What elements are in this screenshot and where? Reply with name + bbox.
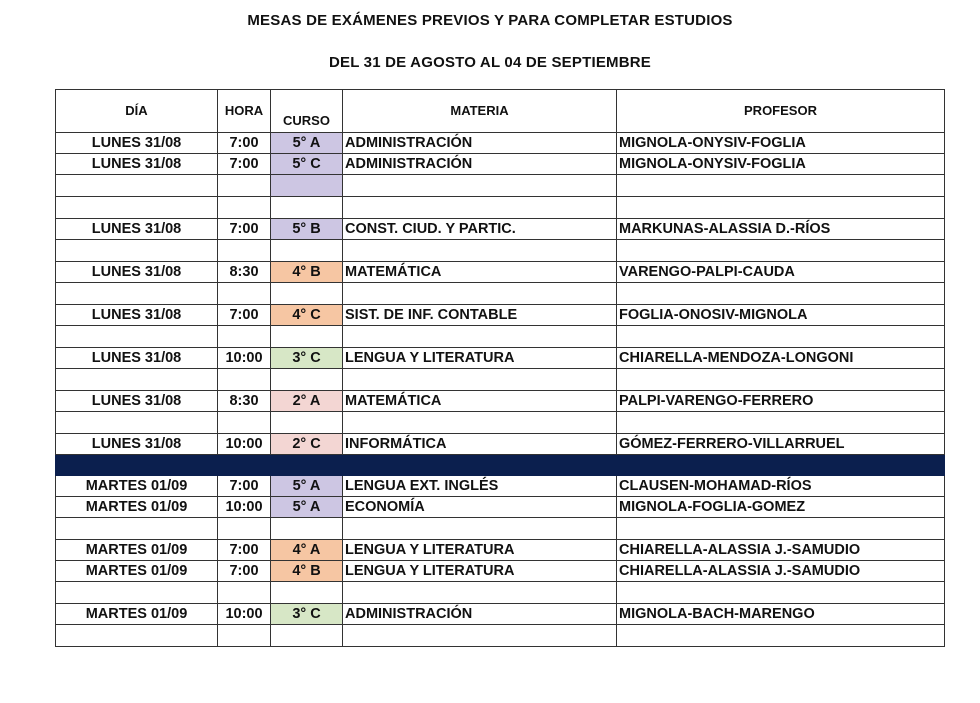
- table-row: [56, 561, 945, 582]
- cell-hora: 10:00: [218, 434, 271, 455]
- cell-materia: INFORMÁTICA: [343, 434, 617, 455]
- cell-profesor: VARENGO-PALPI-CAUDA: [617, 262, 945, 283]
- blank-row: [56, 412, 945, 434]
- cell-curso: 2° A: [271, 391, 343, 412]
- cell-curso: 3° C: [271, 348, 343, 369]
- table-row: [56, 476, 945, 497]
- header-dia: DÍA: [56, 90, 218, 133]
- cell-hora: 8:30: [218, 262, 271, 283]
- table-row: [56, 391, 945, 412]
- cell-dia: LUNES 31/08: [56, 391, 218, 412]
- cell-dia: MARTES 01/09: [56, 540, 218, 561]
- cell-curso: 2° C: [271, 434, 343, 455]
- cell-curso: 5° A: [271, 133, 343, 154]
- blank-row: [56, 369, 945, 391]
- blank-row: [56, 518, 945, 540]
- cell-dia: MARTES 01/09: [56, 561, 218, 582]
- cell-curso: 4° A: [271, 540, 343, 561]
- cell-curso: 4° C: [271, 305, 343, 326]
- cell-hora: 7:00: [218, 540, 271, 561]
- cell-profesor: MIGNOLA-BACH-MARENGO: [617, 604, 945, 625]
- cell-hora: 7:00: [218, 154, 271, 175]
- cell-hora: 8:30: [218, 391, 271, 412]
- cell-materia: ADMINISTRACIÓN: [343, 154, 617, 175]
- cell-materia: ECONOMÍA: [343, 497, 617, 518]
- cell-profesor: PALPI-VARENGO-FERRERO: [617, 391, 945, 412]
- cell-materia: ADMINISTRACIÓN: [343, 604, 617, 625]
- blank-row: [56, 175, 945, 197]
- cell-curso: 3° C: [271, 604, 343, 625]
- header-materia: MATERIA: [343, 90, 617, 133]
- cell-materia: LENGUA Y LITERATURA: [343, 540, 617, 561]
- cell-hora: 10:00: [218, 348, 271, 369]
- cell-materia: SIST. DE INF. CONTABLE: [343, 305, 617, 326]
- cell-dia: MARTES 01/09: [56, 497, 218, 518]
- cell-profesor: MIGNOLA-ONYSIV-FOGLIA: [617, 154, 945, 175]
- header-curso: CURSO: [271, 90, 343, 133]
- blank-row: [56, 283, 945, 305]
- cell-profesor: MIGNOLA-ONYSIV-FOGLIA: [617, 133, 945, 154]
- cell-profesor: CLAUSEN-MOHAMAD-RÍOS: [617, 476, 945, 497]
- cell-profesor: CHIARELLA-MENDOZA-LONGONI: [617, 348, 945, 369]
- table-row: [56, 604, 945, 625]
- cell-dia: MARTES 01/09: [56, 476, 218, 497]
- cell-materia: ADMINISTRACIÓN: [343, 133, 617, 154]
- cell-curso: 4° B: [271, 262, 343, 283]
- table-row: [56, 154, 945, 175]
- cell-profesor: GÓMEZ-FERRERO-VILLARRUEL: [617, 434, 945, 455]
- cell-profesor: MARKUNAS-ALASSIA D.-RÍOS: [617, 219, 945, 240]
- cell-hora: 7:00: [218, 305, 271, 326]
- header-profesor: PROFESOR: [617, 90, 945, 133]
- table-row: [56, 497, 945, 518]
- table-header-row: [56, 90, 945, 133]
- cell-hora: 7:00: [218, 476, 271, 497]
- blank-row: [56, 240, 945, 262]
- cell-hora: 7:00: [218, 219, 271, 240]
- cell-materia: LENGUA Y LITERATURA: [343, 348, 617, 369]
- table-row: [56, 219, 945, 240]
- cell-dia: LUNES 31/08: [56, 133, 218, 154]
- blank-row: [56, 625, 945, 647]
- document-subtitle: DEL 31 DE AGOSTO AL 04 DE SEPTIEMBRE: [328, 54, 651, 71]
- cell-curso: 5° A: [271, 497, 343, 518]
- blank-row: [56, 582, 945, 604]
- cell-curso: 4° B: [271, 561, 343, 582]
- cell-materia: CONST. CIUD. Y PARTIC.: [343, 219, 617, 240]
- cell-dia: MARTES 01/09: [56, 604, 218, 625]
- table-row: [56, 262, 945, 283]
- cell-dia: LUNES 31/08: [56, 305, 218, 326]
- cell-profesor: CHIARELLA-ALASSIA J.-SAMUDIO: [617, 540, 945, 561]
- cell-curso: 5° C: [271, 154, 343, 175]
- cell-hora: 7:00: [218, 133, 271, 154]
- cell-dia: LUNES 31/08: [56, 262, 218, 283]
- blank-row: [56, 326, 945, 348]
- table-row: [56, 133, 945, 154]
- cell-hora: 10:00: [218, 497, 271, 518]
- cell-dia: LUNES 31/08: [56, 434, 218, 455]
- table-row: [56, 434, 945, 455]
- document-title: MESAS DE EXÁMENES PREVIOS Y PARA COMPLETAR ESTUDIOS: [247, 12, 733, 29]
- cell-curso: 5° B: [271, 219, 343, 240]
- cell-profesor: CHIARELLA-ALASSIA J.-SAMUDIO: [617, 561, 945, 582]
- cell-materia: LENGUA EXT. INGLÉS: [343, 476, 617, 497]
- cell-materia: LENGUA Y LITERATURA: [343, 561, 617, 582]
- cell-hora: 10:00: [218, 604, 271, 625]
- blank-row: [56, 197, 945, 219]
- cell-hora: 7:00: [218, 561, 271, 582]
- table-row: [56, 348, 945, 369]
- cell-dia: LUNES 31/08: [56, 219, 218, 240]
- header-hora: HORA: [218, 90, 271, 133]
- cell-materia: MATEMÁTICA: [343, 391, 617, 412]
- cell-profesor: FOGLIA-ONOSIV-MIGNOLA: [617, 305, 945, 326]
- exam-schedule-table: [55, 89, 945, 647]
- table-row: [56, 540, 945, 561]
- day-separator-bar: [56, 455, 945, 476]
- cell-dia: LUNES 31/08: [56, 348, 218, 369]
- cell-profesor: MIGNOLA-FOGLIA-GOMEZ: [617, 497, 945, 518]
- table-row: [56, 305, 945, 326]
- cell-dia: LUNES 31/08: [56, 154, 218, 175]
- cell-curso: 5° A: [271, 476, 343, 497]
- cell-materia: MATEMÁTICA: [343, 262, 617, 283]
